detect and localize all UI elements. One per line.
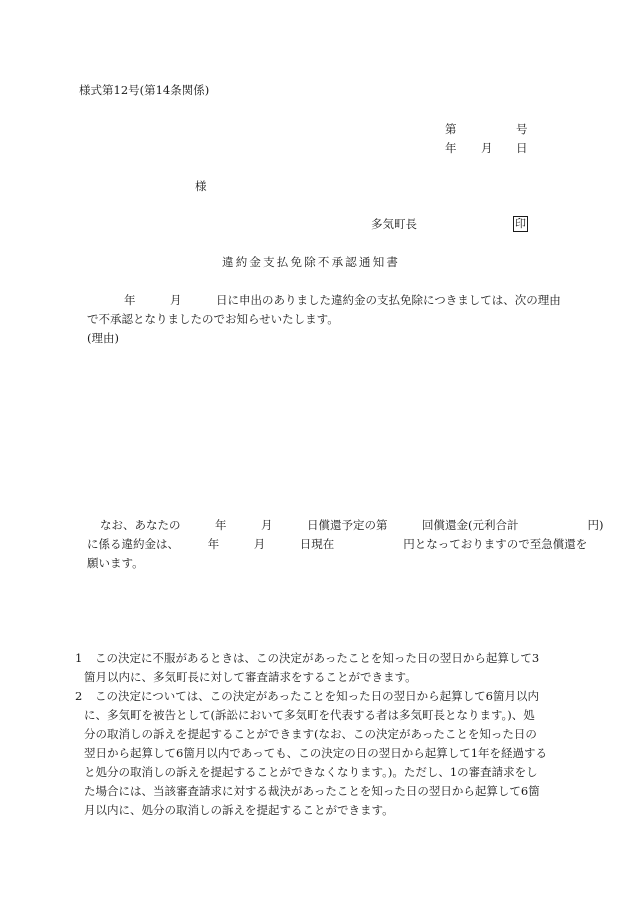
form-label: 様式第12号(第14条関係) bbox=[79, 83, 210, 97]
repayment-line-1: なお、あなたの 年 月 日償還予定の第 回償還金(元利合計 円) bbox=[100, 518, 604, 532]
note-line: た場合には、当該審査請求に対する裁決があったことを知った日の翌日から起算して6箇 bbox=[84, 784, 540, 798]
note-number: 1 bbox=[75, 651, 83, 665]
date-year: 年 bbox=[445, 141, 457, 155]
sender-title: 多気町長 bbox=[371, 217, 417, 231]
reason-label: (理由) bbox=[87, 331, 119, 345]
note-line: この決定に不服があるときは、この決定があったことを知った日の翌日から起算して3 bbox=[95, 651, 540, 665]
body-line-2: で不承認となりましたのでお知らせいたします。 bbox=[87, 312, 339, 326]
doc-number-suffix: 号 bbox=[516, 122, 528, 136]
date-month: 月 bbox=[481, 141, 493, 155]
note-line: 翌日から起算して6箇月以内であっても、この決定の日の翌日から起算して1年を経過する bbox=[84, 746, 548, 760]
date-day: 日 bbox=[516, 141, 528, 155]
repayment-line-3: 願います。 bbox=[87, 556, 144, 570]
note-line: 箇月以内に、多気町長に対して審査請求をすることができます。 bbox=[84, 670, 417, 684]
seal-mark bbox=[513, 215, 528, 232]
note-line: と処分の取消しの訴えを提起することができなくなります。)。ただし、1の審査請求をし bbox=[84, 765, 538, 779]
note-line: に、多気町を被告として(訴訟において多気町を代表する者は多気町長となります。)、処 bbox=[84, 708, 535, 722]
body-line-1: 年 月 日に申出のありました違約金の支払免除につきましては、次の理由 bbox=[124, 293, 561, 307]
note-line: 月以内に、処分の取消しの訴えを提起することができます。 bbox=[84, 803, 394, 817]
repayment-line-2: に係る違約金は、 年 月 日現在 円となっておりますので至急償還を bbox=[87, 537, 588, 551]
note-line: この決定については、この決定があったことを知った日の翌日から起算して6箇月以内 bbox=[95, 689, 539, 703]
seal-icon: 印 bbox=[515, 217, 526, 230]
addressee-honorific: 様 bbox=[195, 179, 207, 193]
doc-number-prefix: 第 bbox=[445, 122, 457, 136]
note-line: 分の取消しの訴えを提起することができます(なお、この決定があったことを知った日の bbox=[84, 727, 537, 741]
note-number: 2 bbox=[75, 689, 83, 703]
notice-title: 違約金支払免除不承認通知書 bbox=[222, 255, 401, 269]
